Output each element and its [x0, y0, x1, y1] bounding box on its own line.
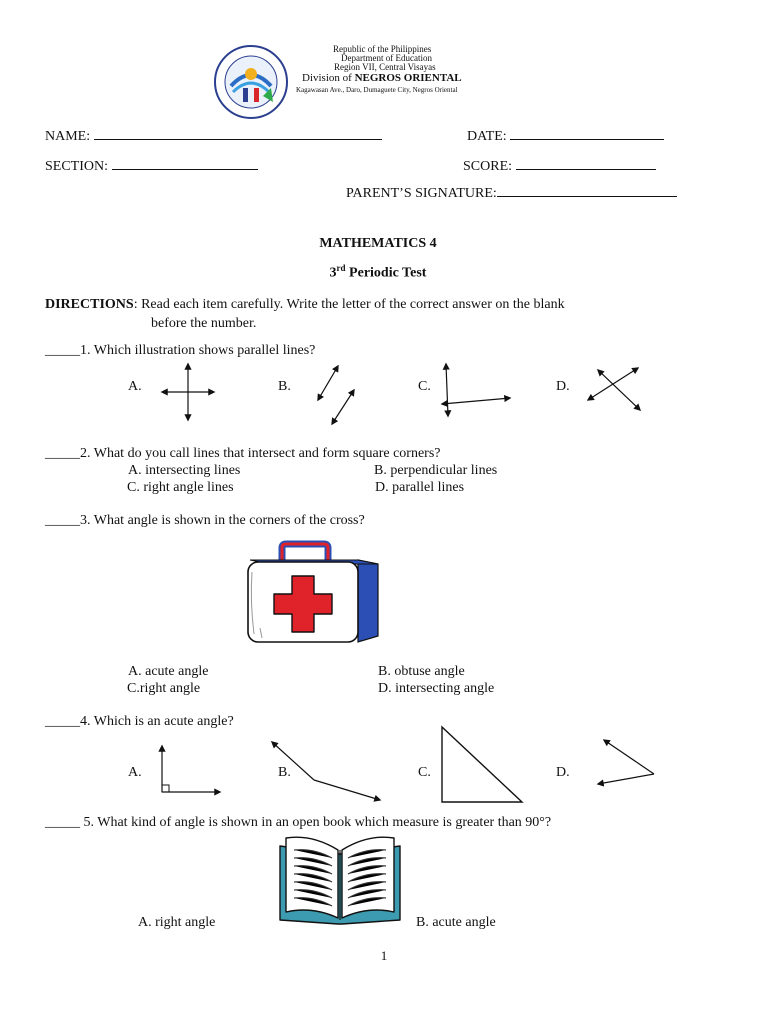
directions-label: DIRECTIONS	[45, 297, 134, 312]
date-field[interactable]	[467, 127, 664, 145]
score-blank[interactable]	[516, 157, 656, 170]
question-4-number: 4.	[80, 714, 91, 729]
header-address: Kagawasan Ave., Daro, Dumaguete City, Negros Oriental	[296, 86, 458, 94]
q1-choice-a-label: A.	[128, 379, 142, 394]
score-label: SCORE:	[463, 159, 513, 174]
section-label: SECTION:	[45, 159, 108, 174]
q4-choice-b-label: B.	[278, 765, 291, 780]
q4-figure-a-right-angle	[156, 742, 226, 798]
parent-signature-blank[interactable]	[497, 184, 677, 197]
directions-text-2: before the number.	[151, 316, 257, 331]
header-republic: Republic of the Philippines	[333, 44, 432, 54]
question-1-number: 1.	[80, 343, 91, 358]
date-blank[interactable]	[510, 127, 664, 140]
test-ordinal: 3	[329, 265, 337, 281]
q4-figure-d-acute-angle	[596, 738, 660, 788]
q1-figure-d-crossing-lines	[584, 364, 644, 414]
q2-choice-d: D. parallel lines	[375, 480, 465, 495]
q2-choice-c: C. right angle lines	[127, 480, 234, 495]
q1-choice-b-label: B.	[278, 379, 291, 394]
question-5	[45, 815, 551, 831]
date-label: DATE:	[467, 129, 507, 144]
q1-figure-b-parallel-lines	[314, 362, 362, 428]
question-5-number: 5.	[80, 815, 94, 830]
question-1	[45, 343, 315, 359]
q4-figure-c-right-triangle	[440, 725, 526, 805]
parent-signature-label: PARENT’S SIGNATURE:	[346, 186, 497, 201]
score-field[interactable]	[463, 157, 656, 175]
answer-blank-1[interactable]: _____	[45, 343, 80, 358]
answer-blank-4[interactable]: _____	[45, 714, 80, 729]
question-4	[45, 714, 234, 730]
division-prefix: Division of	[302, 72, 355, 84]
header-region: Region VII, Central Visayas	[334, 62, 436, 72]
q3-choice-c: C.right angle	[127, 681, 201, 696]
deped-seal-logo	[213, 44, 289, 120]
q1-choice-c-label: C.	[418, 379, 431, 394]
parent-signature-field[interactable]	[346, 184, 677, 202]
name-label: NAME:	[45, 129, 91, 144]
name-field[interactable]	[45, 127, 382, 145]
q5-choice-a: A. right angle	[138, 915, 216, 930]
q5-choice-b: B. acute angle	[416, 915, 496, 930]
page-number: 1	[380, 948, 388, 963]
question-2-number: 2.	[80, 446, 91, 461]
q4-choice-c-label: C.	[418, 765, 431, 780]
q1-figure-c-intersecting-lines	[438, 360, 514, 420]
q3-choice-d: D. intersecting angle	[378, 681, 495, 696]
section-field[interactable]	[45, 157, 258, 175]
q3-choice-a: A. acute angle	[128, 664, 209, 679]
header-division	[302, 72, 502, 84]
answer-blank-3[interactable]: _____	[45, 513, 80, 528]
header-department: Department of Education	[341, 53, 432, 63]
name-blank[interactable]	[94, 127, 382, 140]
directions-text-1: : Read each item carefully. Write the letter of the correct answer on the blank	[133, 297, 565, 312]
answer-blank-5[interactable]: _____	[45, 815, 80, 830]
q4-figure-b-obtuse-angle	[268, 738, 384, 806]
subject-title: MATHEMATICS 4	[319, 236, 437, 251]
question-1-text: Which illustration shows parallel lines?	[90, 343, 316, 358]
test-name: Periodic Test	[345, 265, 427, 281]
question-5-text: What kind of angle is shown in an open book which measure is greater than 90°?	[94, 815, 552, 830]
q1-figure-a-perpendicular-lines	[158, 360, 218, 424]
directions	[45, 297, 565, 313]
question-2-text: What do you call lines that intersect and form square corners?	[90, 446, 441, 461]
q1-choice-d-label: D.	[556, 379, 570, 394]
question-3	[45, 513, 365, 529]
q2-choice-b: B. perpendicular lines	[374, 463, 498, 478]
question-2	[45, 446, 441, 462]
first-aid-kit-image	[246, 542, 386, 646]
q4-choice-a-label: A.	[128, 765, 142, 780]
q2-choice-a: A. intersecting lines	[128, 463, 241, 478]
q3-choice-b: B. obtuse angle	[378, 664, 465, 679]
question-3-text: What angle is shown in the corners of the cross?	[90, 513, 365, 528]
test-title	[0, 263, 756, 282]
division-name: NEGROS ORIENTAL	[354, 72, 462, 84]
answer-blank-2[interactable]: _____	[45, 446, 80, 461]
q4-choice-d-label: D.	[556, 765, 570, 780]
open-book-image	[276, 832, 404, 926]
question-4-text: Which is an acute angle?	[90, 714, 234, 729]
section-blank[interactable]	[112, 157, 258, 170]
question-3-number: 3.	[80, 513, 91, 528]
test-ordinal-suffix: rd	[336, 263, 346, 273]
